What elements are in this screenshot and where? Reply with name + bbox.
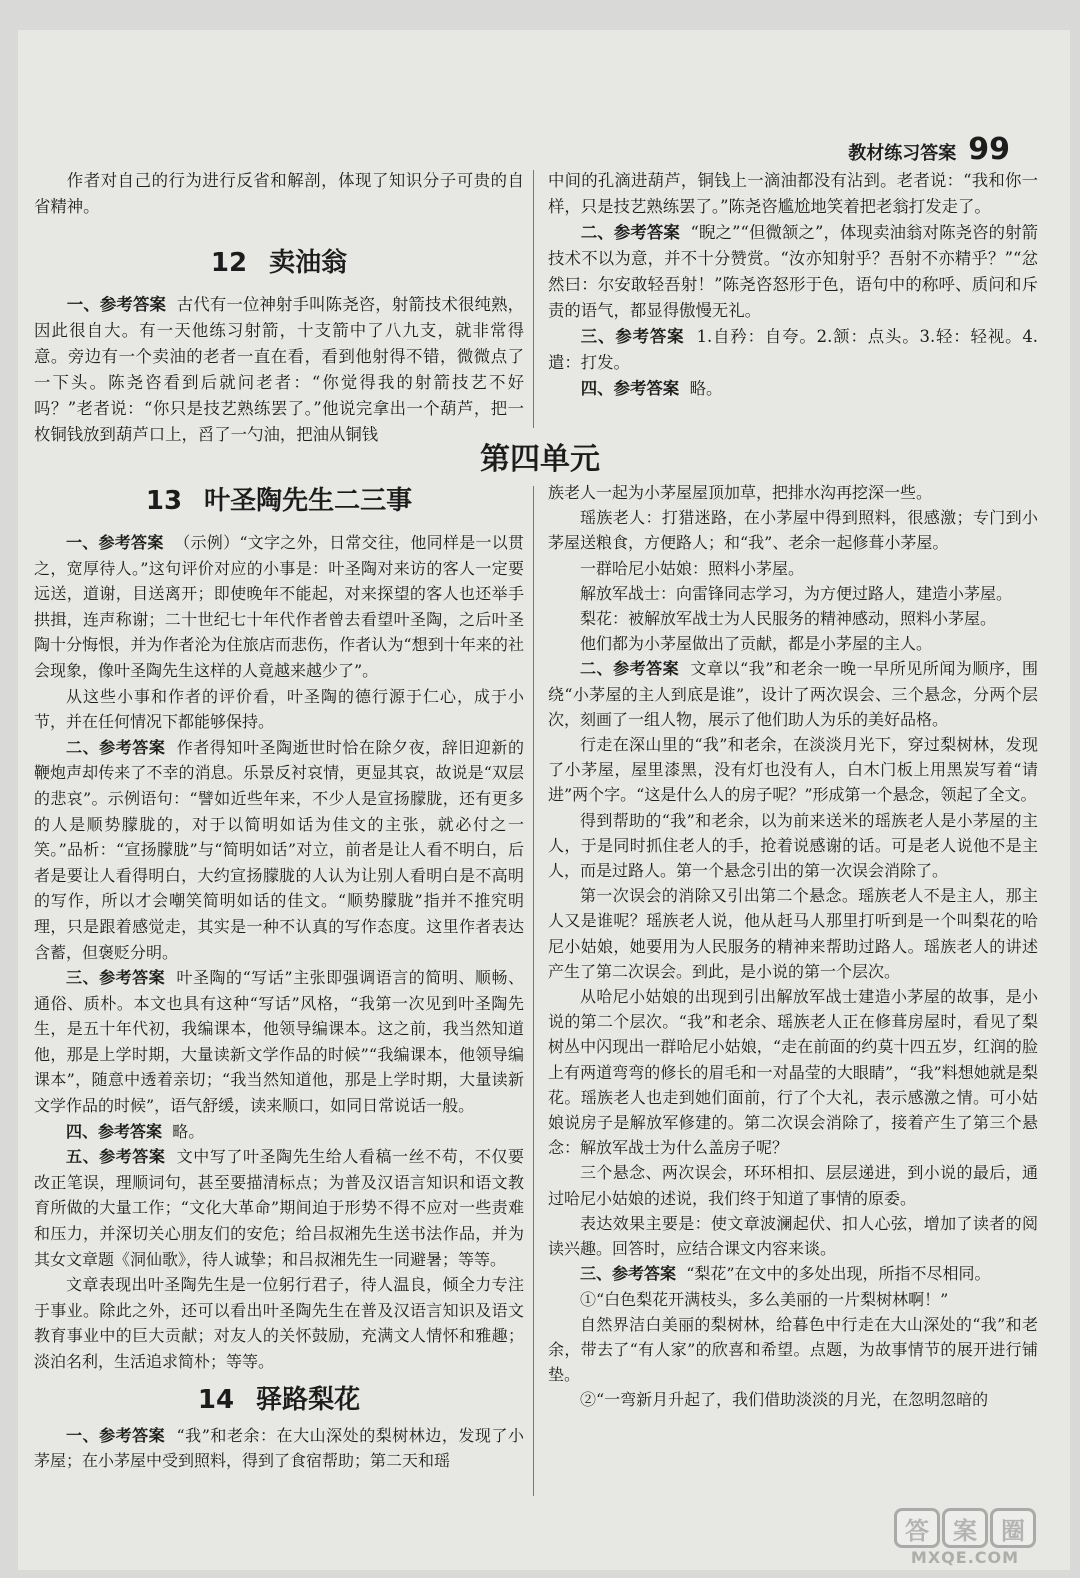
lesson-14-character-2: 一群哈尼小姑娘：照料小茅屋。	[580, 558, 805, 578]
watermark-seal	[894, 1508, 1036, 1548]
lesson-14-character-1: 瑶族老人：打猎迷路，在小茅屋中得到照料，很感激；专门到小茅屋送粮食，方便路人；和“我”、老余一起修葺小茅屋。	[548, 508, 1038, 553]
lesson-14-character-4: 梨花：被解放军战士为人民服务的精神感动，照料小茅屋。	[580, 609, 997, 629]
bottom-left-column	[34, 480, 524, 1474]
lesson-13-answer-2: 二、参考答案 作者得知叶圣陶逝世时恰在除夕夜，辞旧迎新的鞭炮声却传来了不幸的消息。乐景反衬哀情，更显其哀，故说是“双层的悲哀”。示例语句：“譬如近些年来，不少人是宣扬朦胧，还有更多的人是顺势朦胧的，对于以简明如话为佳文的主张，就必付之一笑。”品析：“宣扬朦胧”与“简明如话”对立，前者是让人看不明白，后者是要让人看得明白，大约宣扬朦胧的人认为让别人看明白是不高明的写作，所以才会嘲笑简明如话的佳文。“顺势朦胧”指并不推究明理，只是跟着感觉走，其实是一种不认真的写作态度。这里作者表达含蓄，但褒贬分明。	[34, 737, 524, 962]
lesson-14-quote-1-analysis: 自然界洁白美丽的梨树林，给暮色中行走在大山深处的“我”和老余，带去了“有人家”的欣喜和希望。点题，为故事情节的展开进行铺垫。	[548, 1314, 1038, 1385]
watermark-char-1: 答	[894, 1508, 940, 1548]
lesson-13-answer-3: 三、参考答案 叶圣陶的“写话”主张即强调语言的简明、顺畅、通俗、质朴。本文也具有这种“写话”风格，“我第一次见到叶圣陶先生，是五十年代初，我编课本，他领导编课本。这之前，我当然知道他，那是上学时期，大量读新文学作品的时候”“我编课本，他领导编课本”，随意中透着亲切；“我当然知道他，那是上学时期，大量读新文学作品的时候”，语气舒缓，读来顺口，如同日常说话一般。	[34, 968, 524, 1116]
lesson-14-paragraph-6: 行走在深山里的“我”和老余，在淡淡月光下，穿过梨树林，发现了小茅屋，屋里漆黑，没有灯也没有人，白木门板上用黑炭写着“请进”两个字。“这是什么人的房子呢？”形成第一个悬念，领起了全文。	[548, 735, 1038, 805]
lesson-14-title: 14 驿路梨花	[197, 1384, 361, 1415]
lesson-14-answer-2: 二、参考答案 文章以“我”和老余一晚一早所见所闻为顺序，围绕“小茅屋的主人到底是谁”，设计了两次误会、三个悬念，分两个层次，刻画了一组人物，展示了他们助人为乐的美好品格。	[548, 659, 1038, 729]
header-label: 教材练习答案	[848, 143, 957, 164]
page-header	[848, 132, 1010, 167]
lesson-14-summary: 他们都为小茅屋做出了贡献，都是小茅屋的主人。	[580, 634, 933, 654]
lesson-14-paragraph-7: 得到帮助的“我”和老余，以为前来送米的瑶族老人是小茅屋的主人，于是同时抓住老人的手，抢着说感谢的话。可是老人说他不是主人，而是过路人。第一个悬念引出的第一次误会消除了。	[548, 810, 1038, 881]
top-right-column	[548, 168, 1038, 402]
lesson-14-answer-3: 三、参考答案 “梨花”在文中的多处出现，所指不尽相同。	[580, 1264, 991, 1284]
column-divider-bottom	[533, 486, 534, 1496]
lesson-14-quote-1: ①“白色梨花开满枝头，多么美丽的一片梨树林啊！”	[580, 1289, 949, 1309]
lesson-12-answer-3: 三、参考答案 1.自矜：自夸。2.颔：点头。3.轻：轻视。4.遣：打发。	[548, 327, 1038, 372]
column-divider-top	[533, 170, 534, 428]
unit-title: 第四单元	[480, 442, 600, 477]
lesson-14-quote-2: ②“一弯新月升起了，我们借助淡淡的月光，在忽明忽暗的	[580, 1390, 989, 1410]
lesson-12-title: 12 卖油翁	[210, 248, 348, 278]
lesson-13-answer-4: 四、参考答案 略。	[66, 1121, 205, 1141]
bottom-right-column	[548, 480, 1038, 1413]
lesson-14-paragraph-9: 从哈尼小姑娘的出现到引出解放军战士建造小茅屋的故事，是小说的第二个层次。“我”和老余、瑶族老人正在修葺房屋时，看见了梨树丛中闪现出一群哈尼小姑娘，“走在前面的约莫十四五岁，红润的脸上有两道弯弯的修长的眉毛和一对晶莹的大眼睛”，“我”料想她就是梨花。瑶族老人也走到她们面前，行了个大礼，表示感激之情。可小姑娘说房子是解放军修建的。第二次误会消除了，接着产生了第三个悬念：解放军战士为什么盖房子呢？	[548, 987, 1038, 1158]
site-watermark	[880, 1508, 1050, 1568]
watermark-char-2: 案	[942, 1508, 988, 1548]
watermark-char-3: 圈	[990, 1508, 1036, 1548]
lesson-13-answer-1-p2: 从这些小事和作者的评价看，叶圣陶的德行源于仁心，成于小节，并在任何情况下都能够保持。	[34, 686, 524, 732]
lesson-13-title: 13 叶圣陶先生二三事	[145, 486, 413, 516]
intro-paragraph: 作者对自己的行为进行反省和解剖，体现了知识分子可贵的自省精神。	[34, 171, 524, 216]
watermark-url: MXQE.COM	[910, 1548, 1020, 1567]
lesson-14-paragraph-11: 表达效果主要是：使文章波澜起伏、扣人心弦，增加了读者的阅读兴趣。回答时，应结合课文内容来谈。	[548, 1213, 1038, 1259]
lesson-13-answer-1: 一、参考答案 （示例）“文字之外，日常交往，他同样是一以贯之，宽厚待人。”这句评价对应的小事是：叶圣陶对来访的客人一定要远送，道谢，目送离开；即使晚年不能起，对来探望的客人也还举手拱揖，连声称谢；二十世纪七十年代作者曾去看望叶圣陶，之后叶圣陶十分悔恨，并为作者沦为住旅店而悲伤，作者认为“想到十年来的社会现象，像叶圣陶先生这样的人竟越来越少了”。	[34, 533, 524, 680]
lesson-12-answer-1: 一、参考答案 古代有一位神射手叫陈尧咨，射箭技术很纯熟，因此很自大。有一天他练习射箭，十支箭中了八九支，就非常得意。旁边有一个卖油的老者一直在看，看到他射得不错，微微点了一下头。陈尧咨看到后就问老者：“你觉得我的射箭技艺不好吗？”老者说：“你只是技艺熟练罢了。”他说完拿出一个葫芦，把一枚铜钱放到葫芦口上，舀了一勺油，把油从铜钱	[34, 295, 525, 444]
lesson-14-answer-1: 一、参考答案 “我”和老余：在大山深处的梨树林边，发现了小茅屋；在小茅屋中受到照料，得到了食宿帮助；第二天和瑶	[34, 1425, 524, 1471]
lesson-14-paragraph-8: 第一次误会的消除又引出第二个悬念。瑶族老人不是主人，那主人又是谁呢？瑶族老人说，他从赶马人那里打听到是一个叫梨花的哈尼小姑娘，她要用为人民服务的精神来帮助过路人。瑶族老人的讲述产生了第二次误会。到此，是小说的第一个层次。	[548, 886, 1038, 981]
lesson-13-answer-5-p2: 文章表现出叶圣陶先生是一位躬行君子，待人温良，倾全力专注于事业。除此之外，还可以看出叶圣陶先生在普及汉语言知识及语文教育事业中的巨大贡献；对友人的关怀鼓励，充满文人情怀和雅趣；淡泊名利，生活追求简朴；等等。	[34, 1275, 524, 1371]
lesson-14-continued: 族老人一起为小茅屋屋顶加草，把排水沟再挖深一些。	[548, 483, 933, 502]
top-left-column	[34, 168, 524, 448]
lesson-14-paragraph-10: 三个悬念、两次误会，环环相扣、层层递进，到小说的最后，通过哈尼小姑娘的述说，我们终于知道了事情的原委。	[548, 1163, 1038, 1208]
lesson-12-answer-2: 二、参考答案 “睨之”“但微颔之”，体现卖油翁对陈尧咨的射箭技术不以为意，并不十分赞赏。“汝亦知射乎？吾射不亦精乎？”“忿然曰：尔安敢轻吾射！”陈尧咨怒形于色，语句中的称呼、质问和斥责的语气，都显得傲慢无礼。	[548, 223, 1039, 320]
lesson-14-character-3: 解放军战士：向雷锋同志学习，为方便过路人，建造小茅屋。	[580, 583, 1013, 603]
page-number: 99	[968, 132, 1010, 167]
lesson-12-continued: 中间的孔滴进葫芦，铜钱上一滴油都没有沾到。老者说：“我和你一样，只是技艺熟练罢了。”陈尧咨尴尬地笑着把老翁打发走了。	[548, 171, 1038, 216]
lesson-13-answer-5: 五、参考答案 文中写了叶圣陶先生给人看稿一丝不苟，不仅要改正笔误，理顺词句，甚至要描清标点；为普及汉语言知识和语文教育所做的大量工作；“文化大革命”期间迫于形势不得不应对一些责难和压力，并深切关心朋友们的安危；给吕叔湘先生送书法作品，并为其女文章题《洞仙歌》，待人诚挚；和吕叔湘先生一同避暑；等等。	[34, 1147, 524, 1269]
lesson-12-answer-4: 四、参考答案 略。	[580, 379, 723, 398]
